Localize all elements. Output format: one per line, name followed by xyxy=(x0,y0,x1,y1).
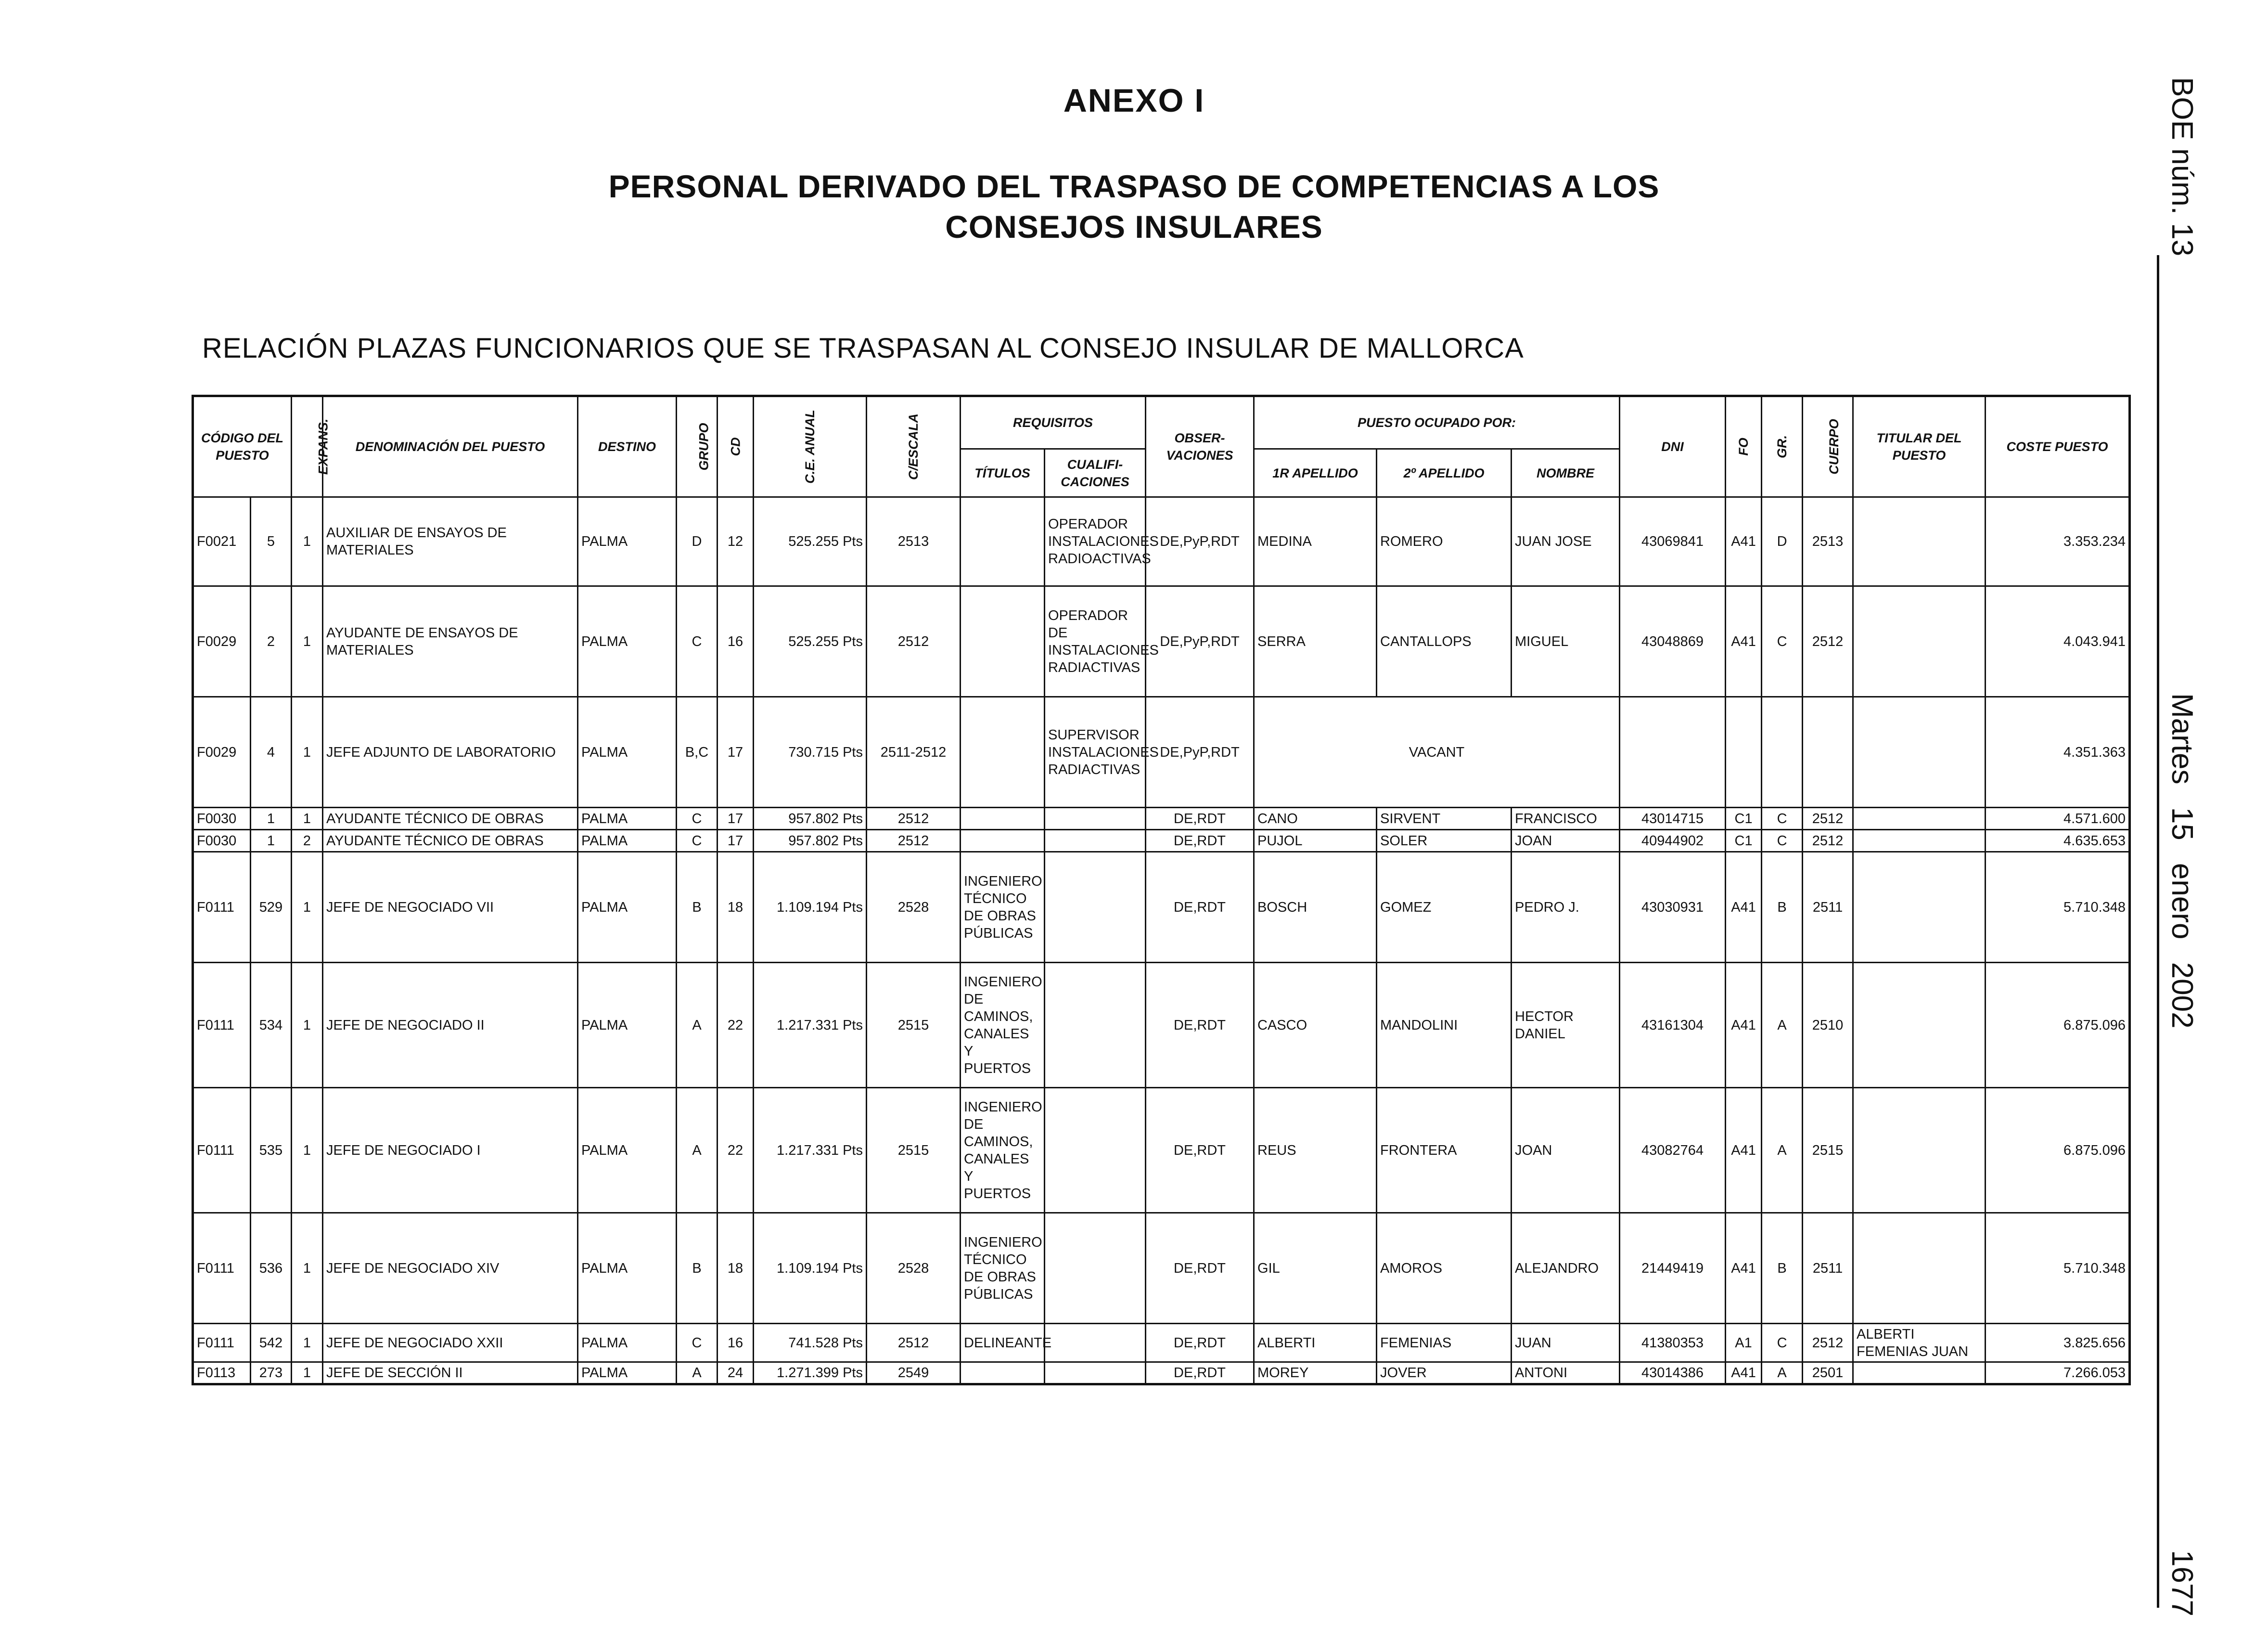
cell-cuerpo: 2512 xyxy=(1803,830,1853,852)
col-escala: C/ESCALA xyxy=(867,396,961,497)
margin-rule xyxy=(2157,255,2159,1608)
table-row xyxy=(193,497,2130,586)
cell-ce-anual: 957.802 Pts xyxy=(754,830,867,852)
cell-expans: 1 xyxy=(292,1088,323,1213)
cell-nombre: JOAN xyxy=(1512,1088,1620,1213)
cell-observaciones: DE,RDT xyxy=(1146,1213,1254,1324)
cell-cd: 16 xyxy=(718,1324,754,1362)
col-expans: EXPANS. xyxy=(292,396,323,497)
cell-expans: 1 xyxy=(292,586,323,697)
cell-expans: 1 xyxy=(292,697,323,808)
cell-fo: A41 xyxy=(1726,963,1762,1088)
cell-grupo: A xyxy=(677,1362,718,1384)
margin-date: Martes 15 enero 2002 xyxy=(2165,693,2199,1029)
cell-gr: A xyxy=(1762,1362,1803,1384)
cell-gr: C xyxy=(1762,586,1803,697)
cell-titulos: INGENIERO DE CAMINOS, CANALES Y PUERTOS xyxy=(961,963,1045,1088)
cell-gr: B xyxy=(1762,852,1803,963)
cell-titular xyxy=(1853,1213,1986,1324)
cell-cualificaciones xyxy=(1045,852,1146,963)
cell-cualificaciones xyxy=(1045,1362,1146,1384)
cell-dni: 43069841 xyxy=(1620,497,1726,586)
cell-expans: 1 xyxy=(292,1362,323,1384)
cell-cd: 22 xyxy=(718,963,754,1088)
cell-titular xyxy=(1853,1088,1986,1213)
title-line-2: CONSEJOS INSULARES xyxy=(945,209,1323,245)
cell-dni: 43161304 xyxy=(1620,963,1726,1088)
cell-cd: 17 xyxy=(718,697,754,808)
cell-fo: A1 xyxy=(1726,1324,1762,1362)
col-titulos: TÍTULOS xyxy=(961,449,1045,497)
cell-denominacion: JEFE DE NEGOCIADO XXII xyxy=(323,1324,578,1362)
cell-nombre: JOAN xyxy=(1512,830,1620,852)
table-header xyxy=(193,396,2130,497)
cell-gr: A xyxy=(1762,963,1803,1088)
cell-num: 535 xyxy=(251,1088,292,1213)
cell-titulos: INGENIERO TÉCNICO DE OBRAS PÚBLICAS xyxy=(961,852,1045,963)
cell-destino: PALMA xyxy=(578,808,677,830)
cell-escala: 2528 xyxy=(867,1213,961,1324)
cell-cualificaciones: SUPERVISOR INSTALACIONES RADIACTIVAS xyxy=(1045,697,1146,808)
cell-apellido1: MOREY xyxy=(1254,1362,1377,1384)
cell-cd: 17 xyxy=(718,830,754,852)
col-apellido1: 1R APELLIDO xyxy=(1254,449,1377,497)
cell-cualificaciones xyxy=(1045,1088,1146,1213)
cell-cuerpo: 2512 xyxy=(1803,1324,1853,1362)
cell-code: F0111 xyxy=(193,1324,251,1362)
cell-gr: C xyxy=(1762,1324,1803,1362)
table-heading: RELACIÓN PLAZAS FUNCIONARIOS QUE SE TRASPASAN AL CONSEJO INSULAR DE MALLORCA xyxy=(202,333,1524,364)
cell-dni: 21449419 xyxy=(1620,1213,1726,1324)
cell-fo: A41 xyxy=(1726,1088,1762,1213)
cell-code: F0113 xyxy=(193,1362,251,1384)
table-row xyxy=(193,1213,2130,1324)
cell-apellido1: SERRA xyxy=(1254,586,1377,697)
cell-observaciones: DE,RDT xyxy=(1146,830,1254,852)
cell-observaciones: DE,RDT xyxy=(1146,1324,1254,1362)
cell-titular xyxy=(1853,1362,1986,1384)
cell-cd: 18 xyxy=(718,852,754,963)
cell-escala: 2512 xyxy=(867,830,961,852)
cell-grupo: C xyxy=(677,830,718,852)
cell-escala: 2512 xyxy=(867,1324,961,1362)
cell-nombre: JUAN xyxy=(1512,1324,1620,1362)
cell-titulos xyxy=(961,586,1045,697)
cell-apellido1: MEDINA xyxy=(1254,497,1377,586)
cell-grupo: B xyxy=(677,1213,718,1324)
cell-ce-anual: 1.271.399 Pts xyxy=(754,1362,867,1384)
cell-titulos: INGENIERO DE CAMINOS, CANALES Y PUERTOS xyxy=(961,1088,1045,1213)
col-cuerpo: CUERPO xyxy=(1803,396,1853,497)
cell-observaciones: DE,PyP,RDT xyxy=(1146,697,1254,808)
cell-destino: PALMA xyxy=(578,963,677,1088)
cell-coste: 4.351.363 xyxy=(1986,697,2130,808)
cell-escala: 2528 xyxy=(867,852,961,963)
cell-expans: 1 xyxy=(292,497,323,586)
cell-denominacion: AYUDANTE TÉCNICO DE OBRAS xyxy=(323,830,578,852)
cell-ce-anual: 957.802 Pts xyxy=(754,808,867,830)
cell-cd: 17 xyxy=(718,808,754,830)
cell-apellido2: ROMERO xyxy=(1377,497,1512,586)
cell-nombre: HECTOR DANIEL xyxy=(1512,963,1620,1088)
cell-gr: D xyxy=(1762,497,1803,586)
cell-grupo: A xyxy=(677,1088,718,1213)
cell-apellido1: GIL xyxy=(1254,1213,1377,1324)
col-ce-anual: C.E. ANUAL xyxy=(754,396,867,497)
margin-publication: BOE núm. 13 xyxy=(2165,77,2199,257)
cell-fo: C1 xyxy=(1726,830,1762,852)
cell-denominacion: JEFE DE NEGOCIADO II xyxy=(323,963,578,1088)
cell-code: F0021 xyxy=(193,497,251,586)
cell-expans: 1 xyxy=(292,1324,323,1362)
col-gr: GR. xyxy=(1762,396,1803,497)
cell-destino: PALMA xyxy=(578,1213,677,1324)
cell-titulos xyxy=(961,697,1045,808)
cell-vacant: VACANT xyxy=(1254,697,1620,808)
cell-cualificaciones xyxy=(1045,808,1146,830)
cell-num: 529 xyxy=(251,852,292,963)
cell-apellido2: SOLER xyxy=(1377,830,1512,852)
cell-ce-anual: 741.528 Pts xyxy=(754,1324,867,1362)
cell-titular xyxy=(1853,586,1986,697)
cell-num: 536 xyxy=(251,1213,292,1324)
cell-titulos xyxy=(961,1362,1045,1384)
cell-grupo: B xyxy=(677,852,718,963)
table-row xyxy=(193,963,2130,1088)
cell-destino: PALMA xyxy=(578,497,677,586)
cell-observaciones: DE,PyP,RDT xyxy=(1146,586,1254,697)
col-apellido2: 2º APELLIDO xyxy=(1377,449,1512,497)
col-cd: CD xyxy=(718,396,754,497)
cell-denominacion: JEFE ADJUNTO DE LABORATORIO xyxy=(323,697,578,808)
cell-cuerpo: 2512 xyxy=(1803,808,1853,830)
cell-cualificaciones: OPERADOR DE INSTALACIONES RADIACTIVAS xyxy=(1045,586,1146,697)
table-row xyxy=(193,808,2130,830)
cell-escala: 2515 xyxy=(867,963,961,1088)
cell-cualificaciones xyxy=(1045,1324,1146,1362)
cell-titular: ALBERTI FEMENIAS JUAN xyxy=(1853,1324,1986,1362)
cell-apellido1: REUS xyxy=(1254,1088,1377,1213)
cell-escala: 2511-2512 xyxy=(867,697,961,808)
table-row xyxy=(193,830,2130,852)
cell-num: 542 xyxy=(251,1324,292,1362)
cell-code: F0030 xyxy=(193,808,251,830)
cell-num: 273 xyxy=(251,1362,292,1384)
cell-titulos xyxy=(961,830,1045,852)
cell-gr: B xyxy=(1762,1213,1803,1324)
cell-cd: 12 xyxy=(718,497,754,586)
cell-apellido2: JOVER xyxy=(1377,1362,1512,1384)
cell-expans: 1 xyxy=(292,963,323,1088)
cell-destino: PALMA xyxy=(578,1324,677,1362)
cell-num: 2 xyxy=(251,586,292,697)
cell-destino: PALMA xyxy=(578,1088,677,1213)
cell-coste: 6.875.096 xyxy=(1986,963,2130,1088)
cell-cd: 22 xyxy=(718,1088,754,1213)
cell-observaciones: DE,RDT xyxy=(1146,963,1254,1088)
cell-nombre: ANTONI xyxy=(1512,1362,1620,1384)
col-observaciones: OBSER-VACIONES xyxy=(1146,396,1254,497)
cell-grupo: B,C xyxy=(677,697,718,808)
table-row xyxy=(193,1088,2130,1213)
cell-escala: 2512 xyxy=(867,586,961,697)
cell-cuerpo: 2501 xyxy=(1803,1362,1853,1384)
cell-dni xyxy=(1620,697,1726,808)
col-requisitos: REQUISITOS xyxy=(961,396,1146,449)
cell-coste: 7.266.053 xyxy=(1986,1362,2130,1384)
title-line-1: PERSONAL DERIVADO DEL TRASPASO DE COMPETENCIAS A LOS xyxy=(608,168,1660,204)
cell-titulos: DELINEANTE xyxy=(961,1324,1045,1362)
cell-denominacion: AUXILIAR DE ENSAYOS DE MATERIALES xyxy=(323,497,578,586)
cell-expans: 1 xyxy=(292,1213,323,1324)
cell-denominacion: AYUDANTE DE ENSAYOS DE MATERIALES xyxy=(323,586,578,697)
cell-observaciones: DE,RDT xyxy=(1146,852,1254,963)
cell-num: 1 xyxy=(251,830,292,852)
cell-coste: 4.635.653 xyxy=(1986,830,2130,852)
cell-fo xyxy=(1726,697,1762,808)
cell-dni: 43030931 xyxy=(1620,852,1726,963)
cell-titular xyxy=(1853,497,1986,586)
col-destino: DESTINO xyxy=(578,396,677,497)
cell-fo: A41 xyxy=(1726,1362,1762,1384)
cell-cuerpo: 2510 xyxy=(1803,963,1853,1088)
cell-code: F0029 xyxy=(193,697,251,808)
cell-cd: 18 xyxy=(718,1213,754,1324)
cell-apellido1: PUJOL xyxy=(1254,830,1377,852)
cell-coste: 3.825.656 xyxy=(1986,1324,2130,1362)
cell-apellido2: FEMENIAS xyxy=(1377,1324,1512,1362)
cell-code: F0111 xyxy=(193,1088,251,1213)
cell-dni: 43014715 xyxy=(1620,808,1726,830)
cell-apellido2: GOMEZ xyxy=(1377,852,1512,963)
cell-apellido1: CANO xyxy=(1254,808,1377,830)
cell-dni: 41380353 xyxy=(1620,1324,1726,1362)
cell-apellido2: AMOROS xyxy=(1377,1213,1512,1324)
cell-escala: 2513 xyxy=(867,497,961,586)
cell-code: F0111 xyxy=(193,963,251,1088)
cell-ce-anual: 1.217.331 Pts xyxy=(754,1088,867,1213)
cell-coste: 4.571.600 xyxy=(1986,808,2130,830)
cell-coste: 5.710.348 xyxy=(1986,852,2130,963)
cell-num: 534 xyxy=(251,963,292,1088)
cell-observaciones: DE,RDT xyxy=(1146,808,1254,830)
col-nombre: NOMBRE xyxy=(1512,449,1620,497)
cell-code: F0029 xyxy=(193,586,251,697)
cell-apellido2: MANDOLINI xyxy=(1377,963,1512,1088)
cell-grupo: C xyxy=(677,1324,718,1362)
cell-denominacion: JEFE DE NEGOCIADO I xyxy=(323,1088,578,1213)
col-cualificaciones: CUALIFI-CACIONES xyxy=(1045,449,1146,497)
cell-apellido2: CANTALLOPS xyxy=(1377,586,1512,697)
table-row xyxy=(193,852,2130,963)
cell-cualificaciones xyxy=(1045,1213,1146,1324)
table-body xyxy=(193,497,2130,1384)
cell-nombre: JUAN JOSE xyxy=(1512,497,1620,586)
cell-cd: 24 xyxy=(718,1362,754,1384)
cell-grupo: C xyxy=(677,586,718,697)
cell-destino: PALMA xyxy=(578,1362,677,1384)
cell-nombre: FRANCISCO xyxy=(1512,808,1620,830)
table-row xyxy=(193,697,2130,808)
col-dni: DNI xyxy=(1620,396,1726,497)
cell-apellido1: BOSCH xyxy=(1254,852,1377,963)
margin-page-number: 1677 xyxy=(2165,1550,2199,1616)
table-row xyxy=(193,1324,2130,1362)
cell-coste: 4.043.941 xyxy=(1986,586,2130,697)
cell-expans: 1 xyxy=(292,808,323,830)
cell-cualificaciones: OPERADOR INSTALACIONES RADIOACTIVAS xyxy=(1045,497,1146,586)
cell-observaciones: DE,RDT xyxy=(1146,1362,1254,1384)
table-row xyxy=(193,1362,2130,1384)
cell-cuerpo: 2512 xyxy=(1803,586,1853,697)
cell-destino: PALMA xyxy=(578,852,677,963)
cell-num: 1 xyxy=(251,808,292,830)
cell-destino: PALMA xyxy=(578,830,677,852)
cell-cualificaciones xyxy=(1045,830,1146,852)
cell-cuerpo: 2511 xyxy=(1803,852,1853,963)
col-coste: COSTE PUESTO xyxy=(1986,396,2130,497)
cell-expans: 1 xyxy=(292,852,323,963)
cell-dni: 40944902 xyxy=(1620,830,1726,852)
cell-apellido2: FRONTERA xyxy=(1377,1088,1512,1213)
cell-ce-anual: 730.715 Pts xyxy=(754,697,867,808)
cell-code: F0111 xyxy=(193,1213,251,1324)
cell-cuerpo: 2511 xyxy=(1803,1213,1853,1324)
document-title xyxy=(0,166,2268,247)
cell-gr xyxy=(1762,697,1803,808)
cell-fo: A41 xyxy=(1726,586,1762,697)
positions-table xyxy=(192,395,2131,1385)
cell-dni: 43082764 xyxy=(1620,1088,1726,1213)
cell-fo: A41 xyxy=(1726,1213,1762,1324)
cell-titular xyxy=(1853,963,1986,1088)
cell-escala: 2549 xyxy=(867,1362,961,1384)
cell-titulos xyxy=(961,497,1045,586)
cell-cd: 16 xyxy=(718,586,754,697)
cell-nombre: ALEJANDRO xyxy=(1512,1213,1620,1324)
cell-fo: A41 xyxy=(1726,852,1762,963)
cell-ce-anual: 1.109.194 Pts xyxy=(754,852,867,963)
cell-gr: C xyxy=(1762,808,1803,830)
cell-grupo: A xyxy=(677,963,718,1088)
cell-nombre: MIGUEL xyxy=(1512,586,1620,697)
table-row xyxy=(193,586,2130,697)
cell-denominacion: JEFE DE NEGOCIADO VII xyxy=(323,852,578,963)
col-titular: TITULAR DEL PUESTO xyxy=(1853,396,1986,497)
cell-titular xyxy=(1853,830,1986,852)
cell-code: F0030 xyxy=(193,830,251,852)
cell-coste: 5.710.348 xyxy=(1986,1213,2130,1324)
cell-destino: PALMA xyxy=(578,586,677,697)
col-fo: FO xyxy=(1726,396,1762,497)
col-grupo: GRUPO xyxy=(677,396,718,497)
cell-ce-anual: 525.255 Pts xyxy=(754,586,867,697)
cell-titular xyxy=(1853,852,1986,963)
cell-dni: 43048869 xyxy=(1620,586,1726,697)
cell-titular xyxy=(1853,697,1986,808)
cell-ce-anual: 1.109.194 Pts xyxy=(754,1213,867,1324)
cell-titulos xyxy=(961,808,1045,830)
cell-cualificaciones xyxy=(1045,963,1146,1088)
cell-denominacion: AYUDANTE TÉCNICO DE OBRAS xyxy=(323,808,578,830)
cell-code: F0111 xyxy=(193,852,251,963)
cell-ce-anual: 1.217.331 Pts xyxy=(754,963,867,1088)
col-denominacion: DENOMINACIÓN DEL PUESTO xyxy=(323,396,578,497)
cell-gr: C xyxy=(1762,830,1803,852)
cell-cuerpo: 2515 xyxy=(1803,1088,1853,1213)
cell-fo: C1 xyxy=(1726,808,1762,830)
col-codigo: CÓDIGO DEL PUESTO xyxy=(193,396,292,497)
cell-apellido2: SIRVENT xyxy=(1377,808,1512,830)
cell-coste: 6.875.096 xyxy=(1986,1088,2130,1213)
cell-apellido1: CASCO xyxy=(1254,963,1377,1088)
cell-observaciones: DE,PyP,RDT xyxy=(1146,497,1254,586)
cell-fo: A41 xyxy=(1726,497,1762,586)
cell-gr: A xyxy=(1762,1088,1803,1213)
cell-observaciones: DE,RDT xyxy=(1146,1088,1254,1213)
col-ocupado: PUESTO OCUPADO POR: xyxy=(1254,396,1620,449)
cell-expans: 2 xyxy=(292,830,323,852)
cell-grupo: C xyxy=(677,808,718,830)
cell-cuerpo xyxy=(1803,697,1853,808)
cell-cuerpo: 2513 xyxy=(1803,497,1853,586)
cell-num: 5 xyxy=(251,497,292,586)
cell-dni: 43014386 xyxy=(1620,1362,1726,1384)
cell-denominacion: JEFE DE NEGOCIADO XIV xyxy=(323,1213,578,1324)
cell-denominacion: JEFE DE SECCIÓN II xyxy=(323,1362,578,1384)
cell-num: 4 xyxy=(251,697,292,808)
annex-title: ANEXO I xyxy=(1063,82,1205,119)
cell-grupo: D xyxy=(677,497,718,586)
cell-titular xyxy=(1853,808,1986,830)
cell-escala: 2515 xyxy=(867,1088,961,1213)
cell-titulos: INGENIERO TÉCNICO DE OBRAS PÚBLICAS xyxy=(961,1213,1045,1324)
cell-destino: PALMA xyxy=(578,697,677,808)
cell-escala: 2512 xyxy=(867,808,961,830)
cell-coste: 3.353.234 xyxy=(1986,497,2130,586)
cell-nombre: PEDRO J. xyxy=(1512,852,1620,963)
cell-ce-anual: 525.255 Pts xyxy=(754,497,867,586)
cell-apellido1: ALBERTI xyxy=(1254,1324,1377,1362)
